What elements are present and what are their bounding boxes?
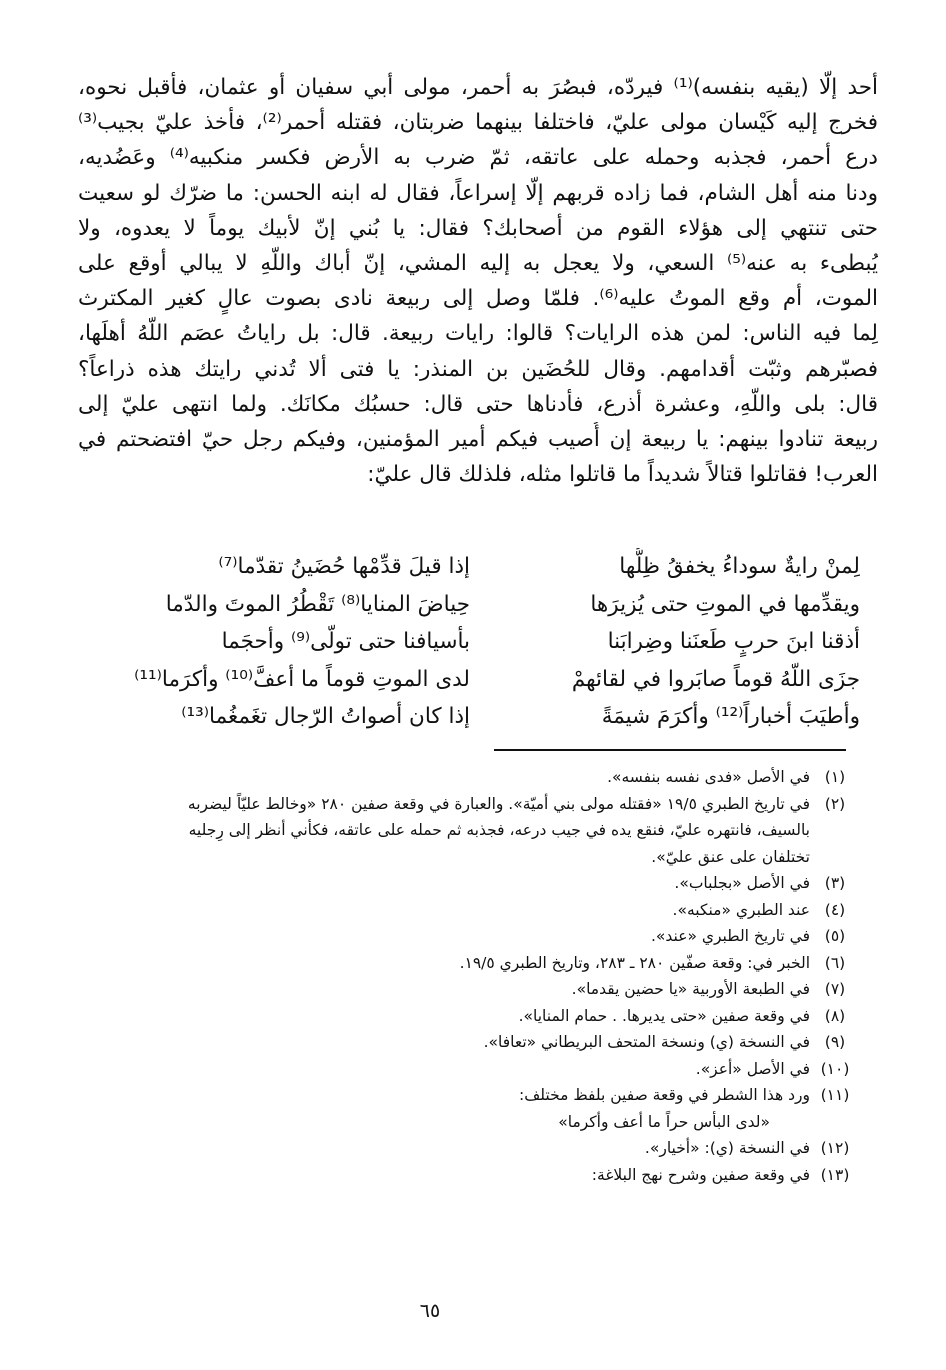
footnote-text-continued: تختلفان على عنق عليّ». bbox=[651, 847, 810, 866]
footnote-text: في وقعة صفين «حتى يديرها. . حمام المنايا». bbox=[518, 1006, 810, 1025]
footnote-separator bbox=[494, 749, 846, 751]
footnote-quoted-verse: «لدى البأس حراً ما أعف وأكرما» bbox=[558, 1112, 770, 1131]
text-line: درع أحمر، فجذبه وحمله على عاتقه، ثمّ ضرب به الأرض فكسر منكبيه⁽⁴⁾ وعَضُديه، bbox=[78, 145, 878, 171]
text-line: أحد إلّا (يقيه بنفسه)⁽¹⁾ فيردّه، فبصُرَ به أحمر، مولى أبي سفيان أو عثمان، فأقبل نحوه، bbox=[78, 75, 878, 100]
text-line: ودنا منه أهل الشام، فما زاده قربهم إلّا إسراعاً، فقال له ابنه الحسن: ما ضرّك لو سعيت bbox=[78, 180, 878, 206]
footnote-number: (٦) bbox=[824, 953, 846, 972]
footnote bbox=[60, 764, 860, 791]
footnote-body bbox=[60, 1082, 810, 1135]
footnote-text: عند الطبري «منكبه». bbox=[672, 900, 810, 919]
footnote-number: (٢) bbox=[824, 794, 846, 813]
footnote-number: (١٢) bbox=[820, 1139, 850, 1157]
text-line: الموت، أم وقع الموتُ عليه⁽⁶⁾. فلمّا وصل إلى ربيعة نادى بصوت عالٍ كغير المكترث bbox=[78, 286, 878, 312]
verse-second-hemistich: إذا كان أصواتُ الرّجال تغَمغُما⁽¹³⁾ bbox=[181, 704, 470, 729]
verse-second-hemistich: بأسيافنا حتى تولّى⁽⁹⁾ وأحجَما bbox=[221, 629, 470, 654]
verse-second-hemistich: حِياضَ المنايا⁽⁸⁾ تَقْطُرُ الموتَ والدّما bbox=[165, 591, 470, 617]
footnote bbox=[60, 1162, 860, 1189]
footnote-text: في الطبعة الأوربية «يا حضين يقدما». bbox=[571, 980, 810, 998]
footnote bbox=[60, 1082, 860, 1135]
text-line: ربيعة تنادوا بينهم: يا ربيعة إن أُصيب فيكم أمير المؤمنين، وفيكم رجل حيّ افتضحتم في bbox=[78, 426, 878, 452]
text-line: لِما فيه الناس: لمن هذه الرايات؟ قالوا: رايات ربيعة. قال: بل راياتُ عصَم اللّهُ أهلَها، bbox=[78, 321, 878, 347]
footnote-text: في الأصل «فدى نفسه بنفسه». bbox=[607, 768, 810, 786]
footnote-number: (٤) bbox=[824, 900, 846, 919]
footnote-text: في الأصل «أعز». bbox=[695, 1059, 810, 1078]
footnote-number: (١) bbox=[824, 768, 846, 786]
footnote-number: (٥) bbox=[824, 927, 846, 945]
footnote-number: (٧) bbox=[824, 980, 846, 998]
footnote-text: في الأصل «بجلباب». bbox=[674, 874, 810, 892]
footnote-number: (٩) bbox=[824, 1033, 846, 1051]
text-line: حتى تنتهي إلى هؤلاء القوم من أصحابك؟ فقال: يا بُني إنّ لأبيك يوماً لا يعدوه، ولا bbox=[78, 215, 878, 241]
footnote-number: (٨) bbox=[824, 1006, 846, 1025]
verse-first-hemistich: لِمنْ رايةٌ سوداءُ يخفقُ ظِلُّها bbox=[619, 554, 860, 579]
verse-second-hemistich: لدى الموتِ قوماً ما أعفَّ⁽¹⁰⁾ وأكرَما⁽¹¹⁾ bbox=[134, 666, 470, 692]
text-line: العرب! فقاتلوا قتالاً شديداً ما قاتلوا مثله، فلذلك قال عليّ: bbox=[367, 462, 878, 488]
footnote-text: الخبر في: وقعة صفّين ٢٨٠ ـ ٢٨٣، وتاريخ الطبري ١٩/٥. bbox=[459, 953, 810, 972]
poem-verse bbox=[100, 661, 860, 699]
footnote-text: في تاريخ الطبري «عند». bbox=[650, 927, 810, 945]
text-line: فخرج إليه كَيْسان مولى عليّ، فاختلفا بينهما ضربتان، فقتله أحمر⁽²⁾، فأخذ عليّ بجيب⁽³⁾ bbox=[78, 110, 878, 136]
footnote-text-continued: بالسيف، فانتهره عليّ، فنقع يده في جيب درعه، فجذبه ثم حمله على عاتقه، فكأني أنظر إلى رِجليه bbox=[188, 821, 810, 839]
verse-first-hemistich: جزَى اللّهُ قوماً صابَروا في لقائهمْ bbox=[571, 666, 860, 692]
text-line: قال: بلى واللّهِ، وعشرة أذرع، فأدناها حتى قال: حسبُك مكانَك. ولما انتهى عليّ إلى bbox=[78, 391, 878, 417]
footnote bbox=[60, 1003, 860, 1030]
footnote bbox=[60, 976, 860, 1003]
poem-verse bbox=[100, 698, 860, 736]
main-text bbox=[78, 70, 878, 492]
footnote bbox=[60, 950, 860, 977]
footnote bbox=[60, 1029, 860, 1056]
text-line: يُبطىء به عنه⁽⁵⁾ السعي، ولا يعجل به إليه المشي، إنّ أباك واللّهِ لا يبالي أوقع على bbox=[78, 250, 878, 276]
footnote-text: في النسخة (ي) ونسخة المتحف البريطاني «تعافا». bbox=[483, 1033, 810, 1051]
text-line: فصبّرهم وثبّت أقدامهم. وقال للحُضَين بن المنذر: يا فتى ألا تُدني رايتك هذه ذراعاً؟ bbox=[78, 356, 878, 382]
verse-first-hemistich: أذقنا ابنَ حربٍ طَعنَنا وضِرابَنا bbox=[607, 629, 860, 654]
verse-first-hemistich: وأطيَبَ أخباراً⁽¹²⁾ وأكرَمَ شيمَةً bbox=[601, 704, 860, 729]
footnote-text: ورد هذا الشطر في وقعة صفين بلفظ مختلف: bbox=[519, 1086, 810, 1104]
footnote bbox=[60, 1135, 860, 1162]
footnote-number: (١٠) bbox=[820, 1059, 850, 1078]
poem bbox=[100, 548, 860, 736]
verse-second-hemistich: إذا قيلَ قدِّمْها حُضَينُ تقدّما⁽⁷⁾ bbox=[218, 554, 470, 579]
poem-verse bbox=[100, 586, 860, 624]
poem-verse bbox=[100, 623, 860, 661]
footnote bbox=[60, 1056, 860, 1083]
footnote bbox=[60, 923, 860, 950]
poem-verse bbox=[100, 548, 860, 586]
page-number: ٦٥ bbox=[419, 1300, 441, 1322]
verse-first-hemistich: ويقدِّمها في الموتِ حتى يُزيرَها bbox=[590, 591, 860, 617]
footnote bbox=[60, 870, 860, 897]
footnote-number: (١١) bbox=[820, 1086, 850, 1104]
footnote-number: (٣) bbox=[824, 874, 846, 892]
footnote-body bbox=[60, 791, 810, 871]
footnote-text: في وقعة صفين وشرح نهج البلاغة: bbox=[591, 1165, 810, 1184]
footnote bbox=[60, 791, 860, 871]
footnote-text: في النسخة (ي): «أخيار». bbox=[644, 1139, 810, 1157]
footnote bbox=[60, 897, 860, 924]
footnote-number: (١٣) bbox=[820, 1165, 850, 1184]
footnotes bbox=[60, 764, 860, 1188]
footnote-text: في تاريخ الطبري ١٩/٥ «فقتله مولى بني أميّة». والعبارة في وقعة صفين ٢٨٠ «وخالط عليّاً ليضربه bbox=[187, 794, 810, 813]
